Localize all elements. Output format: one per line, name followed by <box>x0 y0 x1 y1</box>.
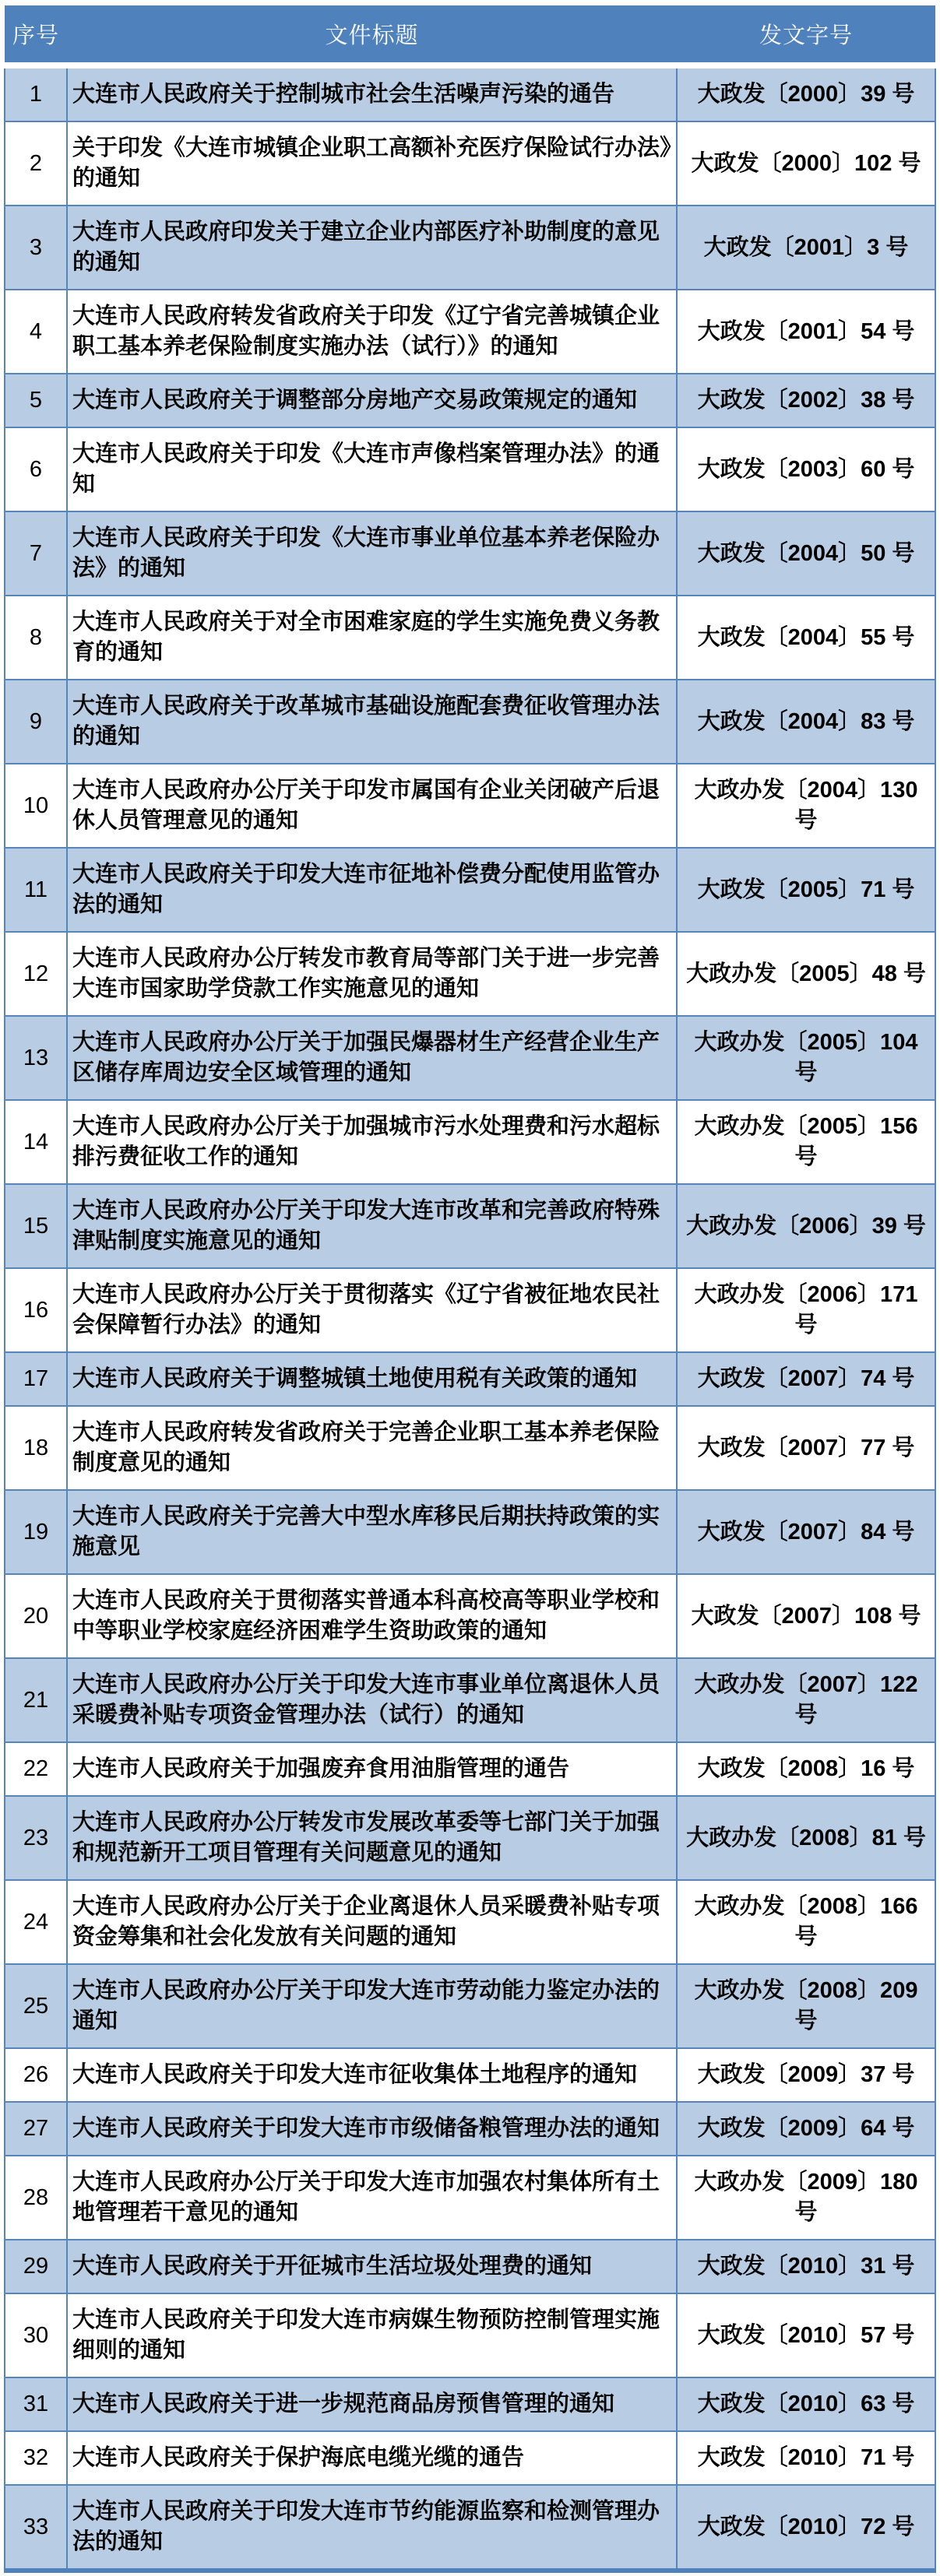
table-row <box>5 1490 935 1574</box>
row-doc-number-cell: 大政发〔2009〕37 号 <box>677 2048 935 2102</box>
row-index-cell: 11 <box>5 848 67 932</box>
row-title-cell: 大连市人民政府办公厅关于加强城市污水处理费和污水超标排污费征收工作的通知 <box>67 1100 677 1184</box>
row-index-cell: 3 <box>5 206 67 290</box>
row-index-cell: 16 <box>5 1268 67 1352</box>
row-index-cell: 18 <box>5 1406 67 1490</box>
table-row <box>5 2048 935 2102</box>
row-title-cell: 大连市人民政府关于印发大连市市级储备粮管理办法的通知 <box>67 2102 677 2156</box>
row-title-cell: 大连市人民政府办公厅关于印发市属国有企业关闭破产后退休人员管理意见的通知 <box>67 764 677 848</box>
row-title-cell: 大连市人民政府关于贯彻落实普通本科高校高等职业学校和中等职业学校家庭经济困难学生资助政策的通知 <box>67 1574 677 1658</box>
row-title-cell: 大连市人民政府办公厅关于印发大连市事业单位离退休人员采暖费补贴专项资金管理办法（试行）的通知 <box>67 1658 677 1742</box>
table-header-row <box>5 5 935 65</box>
row-doc-number-cell: 大政发〔2005〕71 号 <box>677 848 935 932</box>
table-row <box>5 1100 935 1184</box>
row-doc-number-cell: 大政发〔2000〕102 号 <box>677 121 935 206</box>
row-index-cell: 22 <box>5 1742 67 1796</box>
table-row <box>5 1406 935 1490</box>
row-index-cell: 23 <box>5 1796 67 1880</box>
header-doc-number: 发文字号 <box>677 5 935 65</box>
row-doc-number-cell: 大政发〔2009〕64 号 <box>677 2102 935 2156</box>
row-doc-number-cell: 大政办发〔2007〕122 号 <box>677 1658 935 1742</box>
row-title-cell: 大连市人民政府办公厅关于印发大连市劳动能力鉴定办法的通知 <box>67 1964 677 2048</box>
table-row <box>5 1796 935 1880</box>
table-row <box>5 427 935 511</box>
row-title-cell: 大连市人民政府关于印发大连市节约能源监察和检测管理办法的通知 <box>67 2485 677 2571</box>
table-row <box>5 1184 935 1268</box>
table-row <box>5 2293 935 2377</box>
table-row <box>5 2377 935 2431</box>
row-title-cell: 大连市人民政府办公厅关于加强民爆器材生产经营企业生产区储存库周边安全区域管理的通知 <box>67 1016 677 1100</box>
row-doc-number-cell: 大政发〔2010〕72 号 <box>677 2485 935 2571</box>
row-title-cell: 大连市人民政府关于印发大连市病媒生物预防控制管理实施细则的通知 <box>67 2293 677 2377</box>
row-title-cell: 大连市人民政府关于印发大连市征地补偿费分配使用监管办法的通知 <box>67 848 677 932</box>
row-index-cell: 21 <box>5 1658 67 1742</box>
row-title-cell: 大连市人民政府关于保护海底电缆光缆的通告 <box>67 2431 677 2485</box>
row-index-cell: 19 <box>5 1490 67 1574</box>
row-index-cell: 14 <box>5 1100 67 1184</box>
table-header <box>5 5 935 65</box>
row-doc-number-cell: 大政发〔2010〕31 号 <box>677 2240 935 2293</box>
row-title-cell: 大连市人民政府办公厅关于印发大连市加强农村集体所有土地管理若干意见的通知 <box>67 2156 677 2240</box>
table-row <box>5 932 935 1016</box>
table-row <box>5 1742 935 1796</box>
table-row <box>5 1352 935 1406</box>
row-doc-number-cell: 大政发〔2004〕55 号 <box>677 596 935 680</box>
row-title-cell: 大连市人民政府转发省政府关于印发《辽宁省完善城镇企业职工基本养老保险制度实施办法（试行）》的通知 <box>67 290 677 374</box>
row-title-cell: 大连市人民政府关于印发《大连市事业单位基本养老保险办法》的通知 <box>67 511 677 596</box>
row-doc-number-cell: 大政办发〔2005〕104 号 <box>677 1016 935 1100</box>
row-title-cell: 大连市人民政府印发关于建立企业内部医疗补助制度的意见的通知 <box>67 206 677 290</box>
row-title-cell: 大连市人民政府办公厅关于印发大连市改革和完善政府特殊津贴制度实施意见的通知 <box>67 1184 677 1268</box>
header-title: 文件标题 <box>67 5 677 65</box>
row-title-cell: 大连市人民政府关于印发大连市征收集体土地程序的通知 <box>67 2048 677 2102</box>
row-doc-number-cell: 大政发〔2007〕74 号 <box>677 1352 935 1406</box>
table-row <box>5 1658 935 1742</box>
row-title-cell: 大连市人民政府办公厅关于企业离退休人员采暖费补贴专项资金筹集和社会化发放有关问题的通知 <box>67 1880 677 1964</box>
table-row <box>5 848 935 932</box>
row-title-cell: 关于印发《大连市城镇企业职工高额补充医疗保险试行办法》的通知 <box>67 121 677 206</box>
table-row <box>5 2156 935 2240</box>
row-doc-number-cell: 大政发〔2004〕83 号 <box>677 680 935 764</box>
row-doc-number-cell: 大政办发〔2006〕171 号 <box>677 1268 935 1352</box>
row-doc-number-cell: 大政发〔2008〕16 号 <box>677 1742 935 1796</box>
row-doc-number-cell: 大政发〔2001〕54 号 <box>677 290 935 374</box>
row-index-cell: 12 <box>5 932 67 1016</box>
table-row <box>5 511 935 596</box>
table-row <box>5 680 935 764</box>
row-doc-number-cell: 大政发〔2010〕63 号 <box>677 2377 935 2431</box>
row-index-cell: 15 <box>5 1184 67 1268</box>
table-row <box>5 2485 935 2571</box>
row-index-cell: 4 <box>5 290 67 374</box>
row-index-cell: 29 <box>5 2240 67 2293</box>
row-index-cell: 10 <box>5 764 67 848</box>
row-doc-number-cell: 大政发〔2007〕108 号 <box>677 1574 935 1658</box>
table-row <box>5 206 935 290</box>
row-title-cell: 大连市人民政府关于改革城市基础设施配套费征收管理办法的通知 <box>67 680 677 764</box>
table-body <box>5 65 935 2571</box>
row-doc-number-cell: 大政发〔2010〕57 号 <box>677 2293 935 2377</box>
row-index-cell: 20 <box>5 1574 67 1658</box>
row-index-cell: 27 <box>5 2102 67 2156</box>
row-index-cell: 25 <box>5 1964 67 2048</box>
table-row <box>5 1574 935 1658</box>
row-title-cell: 大连市人民政府关于开征城市生活垃圾处理费的通知 <box>67 2240 677 2293</box>
table-row <box>5 2240 935 2293</box>
table-row <box>5 65 935 121</box>
table-row <box>5 1880 935 1964</box>
row-index-cell: 31 <box>5 2377 67 2431</box>
row-doc-number-cell: 大政发〔2010〕71 号 <box>677 2431 935 2485</box>
table-row <box>5 1964 935 2048</box>
row-index-cell: 1 <box>5 65 67 121</box>
row-doc-number-cell: 大政发〔2007〕84 号 <box>677 1490 935 1574</box>
document-table <box>4 5 936 2573</box>
row-index-cell: 5 <box>5 374 67 427</box>
table-row <box>5 2102 935 2156</box>
row-index-cell: 32 <box>5 2431 67 2485</box>
row-index-cell: 28 <box>5 2156 67 2240</box>
table-row <box>5 2431 935 2485</box>
row-index-cell: 6 <box>5 427 67 511</box>
row-doc-number-cell: 大政办发〔2006〕39 号 <box>677 1184 935 1268</box>
row-doc-number-cell: 大政办发〔2008〕209 号 <box>677 1964 935 2048</box>
row-doc-number-cell: 大政办发〔2004〕130 号 <box>677 764 935 848</box>
row-doc-number-cell: 大政发〔2002〕38 号 <box>677 374 935 427</box>
row-doc-number-cell: 大政发〔2003〕60 号 <box>677 427 935 511</box>
row-index-cell: 8 <box>5 596 67 680</box>
row-title-cell: 大连市人民政府办公厅转发市教育局等部门关于进一步完善大连市国家助学贷款工作实施意见的通知 <box>67 932 677 1016</box>
table-row <box>5 121 935 206</box>
row-title-cell: 大连市人民政府关于印发《大连市声像档案管理办法》的通知 <box>67 427 677 511</box>
row-doc-number-cell: 大政办发〔2005〕48 号 <box>677 932 935 1016</box>
table-row <box>5 764 935 848</box>
table-row <box>5 374 935 427</box>
row-index-cell: 26 <box>5 2048 67 2102</box>
row-doc-number-cell: 大政发〔2001〕3 号 <box>677 206 935 290</box>
row-doc-number-cell: 大政办发〔2008〕81 号 <box>677 1796 935 1880</box>
table-row <box>5 1268 935 1352</box>
row-doc-number-cell: 大政发〔2004〕50 号 <box>677 511 935 596</box>
row-index-cell: 17 <box>5 1352 67 1406</box>
row-title-cell: 大连市人民政府关于调整城镇土地使用税有关政策的通知 <box>67 1352 677 1406</box>
table-row <box>5 596 935 680</box>
row-title-cell: 大连市人民政府转发省政府关于完善企业职工基本养老保险制度意见的通知 <box>67 1406 677 1490</box>
row-title-cell: 大连市人民政府关于对全市困难家庭的学生实施免费义务教育的通知 <box>67 596 677 680</box>
row-index-cell: 13 <box>5 1016 67 1100</box>
header-index: 序号 <box>5 5 67 65</box>
row-index-cell: 2 <box>5 121 67 206</box>
row-doc-number-cell: 大政办发〔2005〕156 号 <box>677 1100 935 1184</box>
row-doc-number-cell: 大政办发〔2009〕180 号 <box>677 2156 935 2240</box>
row-doc-number-cell: 大政发〔2007〕77 号 <box>677 1406 935 1490</box>
row-index-cell: 33 <box>5 2485 67 2571</box>
row-title-cell: 大连市人民政府关于控制城市社会生活噪声污染的通告 <box>67 65 677 121</box>
row-doc-number-cell: 大政发〔2000〕39 号 <box>677 65 935 121</box>
row-index-cell: 9 <box>5 680 67 764</box>
row-index-cell: 24 <box>5 1880 67 1964</box>
table-row <box>5 290 935 374</box>
row-title-cell: 大连市人民政府办公厅关于贯彻落实《辽宁省被征地农民社会保障暂行办法》的通知 <box>67 1268 677 1352</box>
row-index-cell: 7 <box>5 511 67 596</box>
row-title-cell: 大连市人民政府办公厅转发市发展改革委等七部门关于加强和规范新开工项目管理有关问题意见的通知 <box>67 1796 677 1880</box>
row-index-cell: 30 <box>5 2293 67 2377</box>
row-title-cell: 大连市人民政府关于完善大中型水库移民后期扶持政策的实施意见 <box>67 1490 677 1574</box>
row-title-cell: 大连市人民政府关于调整部分房地产交易政策规定的通知 <box>67 374 677 427</box>
table-row <box>5 1016 935 1100</box>
row-title-cell: 大连市人民政府关于加强废弃食用油脂管理的通告 <box>67 1742 677 1796</box>
row-title-cell: 大连市人民政府关于进一步规范商品房预售管理的通知 <box>67 2377 677 2431</box>
row-doc-number-cell: 大政办发〔2008〕166 号 <box>677 1880 935 1964</box>
